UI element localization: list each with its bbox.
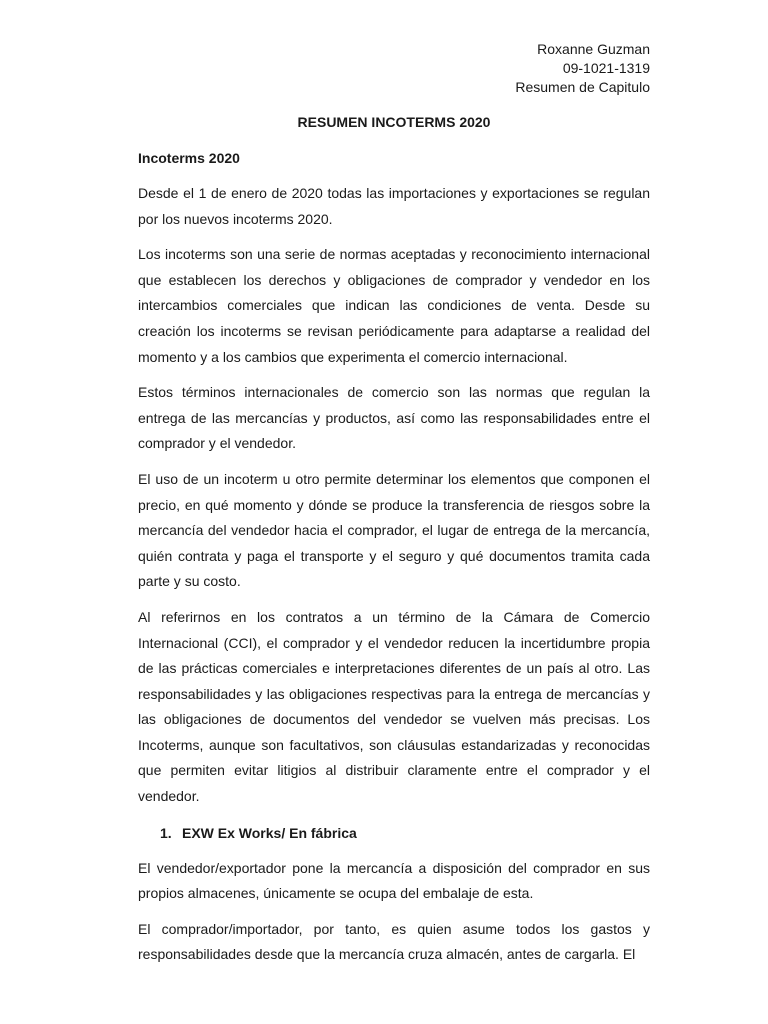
list-heading-text: EXW Ex Works/ En fábrica (182, 824, 357, 841)
document-header (138, 40, 650, 97)
paragraph-5: Al referirnos en los contratos a un término de la Cámara de Comercio Internacional (CCI), el comprador y el vendedor reducen la incertidumbre propia de las prácticas comerciales e interpretaciones diferentes de un país al otro. Las responsabilidades y las obligaciones respectivas para la entrega de mercancías y las obligaciones de documentos del vendedor se vuelven más precisas. Los Incoterms, aunque son facultativos, son cláusulas estandarizadas y reconocidas que permiten evitar litigios al distribuir claramente entre el comprador y el vendedor. (138, 608, 650, 805)
list-heading-exw (138, 824, 650, 843)
author-name: Roxanne Guzman (537, 41, 650, 57)
document-title: RESUMEN INCOTERMS 2020 (297, 114, 491, 130)
document-page (138, 40, 650, 968)
paragraph-1: Desde el 1 de enero de 2020 todas las importaciones y exportaciones se regulan por los nuevos incoterms 2020. (138, 185, 650, 227)
document-type: Resumen de Capitulo (515, 79, 650, 95)
exw-paragraph-1: El vendedor/exportador pone la mercancía a disposición del comprador en sus propios almacenes, únicamente se ocupa del embalaje de esta. (138, 859, 650, 902)
paragraph-3: Estos términos internacionales de comercio son las normas que regulan la entrega de las mercancías y productos, así como las responsabilidades entre el comprador y el vendedor. (138, 384, 650, 452)
exw-paragraph-2: El comprador/importador, por tanto, es quien asume todos los gastos y responsabilidades desde que la mercancía cruza almacén, antes de cargarla. El (138, 920, 650, 963)
student-id: 09-1021-1319 (562, 60, 650, 76)
paragraph-2: Los incoterms son una serie de normas aceptadas y reconocimiento internacional que establecen los derechos y obligaciones de comprador y vendedor en los intercambios comerciales que indican las condiciones de venta. Desde su creación los incoterms se revisan periódicamente para adaptarse a realidad del momento y a los cambios que experimenta el comercio internacional. (138, 246, 650, 365)
section-heading: Incoterms 2020 (138, 150, 240, 166)
list-number: 1. (160, 824, 172, 841)
paragraph-4: El uso de un incoterm u otro permite determinar los elementos que componen el precio, en qué momento y dónde se produce la transferencia de riesgos sobre la mercancía del vendedor hacia el comprador, el lugar de entrega de la mercancía, quién contrata y paga el transporte y el seguro y qué documentos tramita cada parte y su costo. (138, 470, 650, 590)
